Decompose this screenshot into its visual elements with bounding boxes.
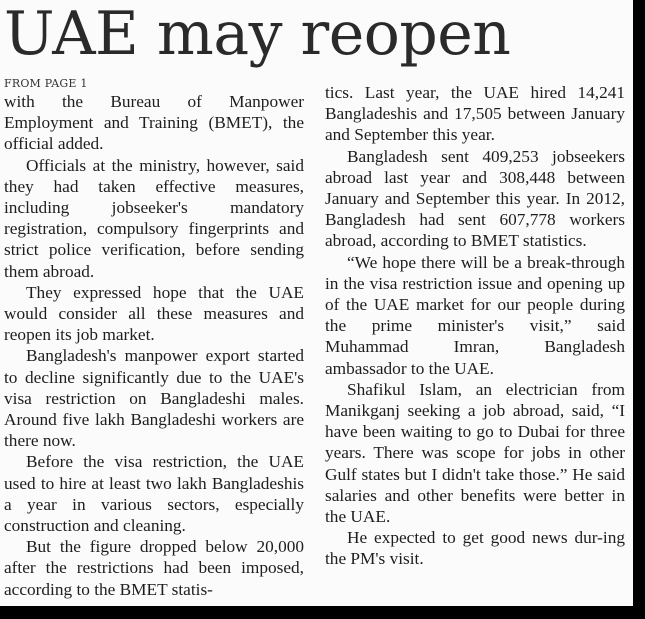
headline: UAE may reopen [4, 0, 511, 69]
paragraph: He expected to get good news dur-ing the PM's visit. [325, 528, 625, 569]
paragraph: Officials at the ministry, however, said they had taken effective measures, including jobseeker's mandatory registration, compulsory fingerprints and strict police verification, before sending them abroad. [4, 155, 304, 281]
paragraph: Shafikul Islam, an electrician from Manikganj seeking a job abroad, said, “I have been waiting to go to Dubai for three years. There was scope for jobs in other Gulf states but I didn't take those.” He said salaries and other benefits were better in the UAE. [325, 379, 625, 527]
article-column-left [4, 78, 304, 600]
paragraph: Before the visa restriction, the UAE used to hire at least two lakh Bangladeshis a year in various sectors, especially construction and cleaning. [4, 452, 304, 536]
paragraph: “We hope there will be a break-through in the visa restriction issue and opening up of the UAE market for our people during the prime minister's visit,” said Muhammad Imran, Bangladesh ambassador to the UAE. [325, 252, 625, 378]
paragraph: Bangladesh sent 409,253 jobseekers abroad last year and 308,448 between January and September this year. In 2012, Bangladesh had sent 607,778 workers abroad, according to BMET statistics. [325, 146, 625, 251]
paragraph: They expressed hope that the UAE would consider all these measures and reopen its job market. [4, 282, 304, 345]
article-column-right [325, 82, 625, 570]
dateline: FROM PAGE 1 [4, 77, 88, 90]
paragraph: Bangladesh's manpower export started to decline significantly due to the UAE's visa restriction on Bangladeshi males. Around five lakh Bangladeshi workers are there now. [4, 346, 304, 451]
paragraph: But the figure dropped below 20,000 after the restrictions had been imposed, according to the BMET statis- [4, 537, 304, 599]
paragraph: with the Bureau of Manpower Employment and Training (BMET), the official added. [4, 92, 304, 154]
paragraph: tics. Last year, the UAE hired 14,241 Bangladeshis and 17,505 between January and September this year. [325, 83, 625, 145]
